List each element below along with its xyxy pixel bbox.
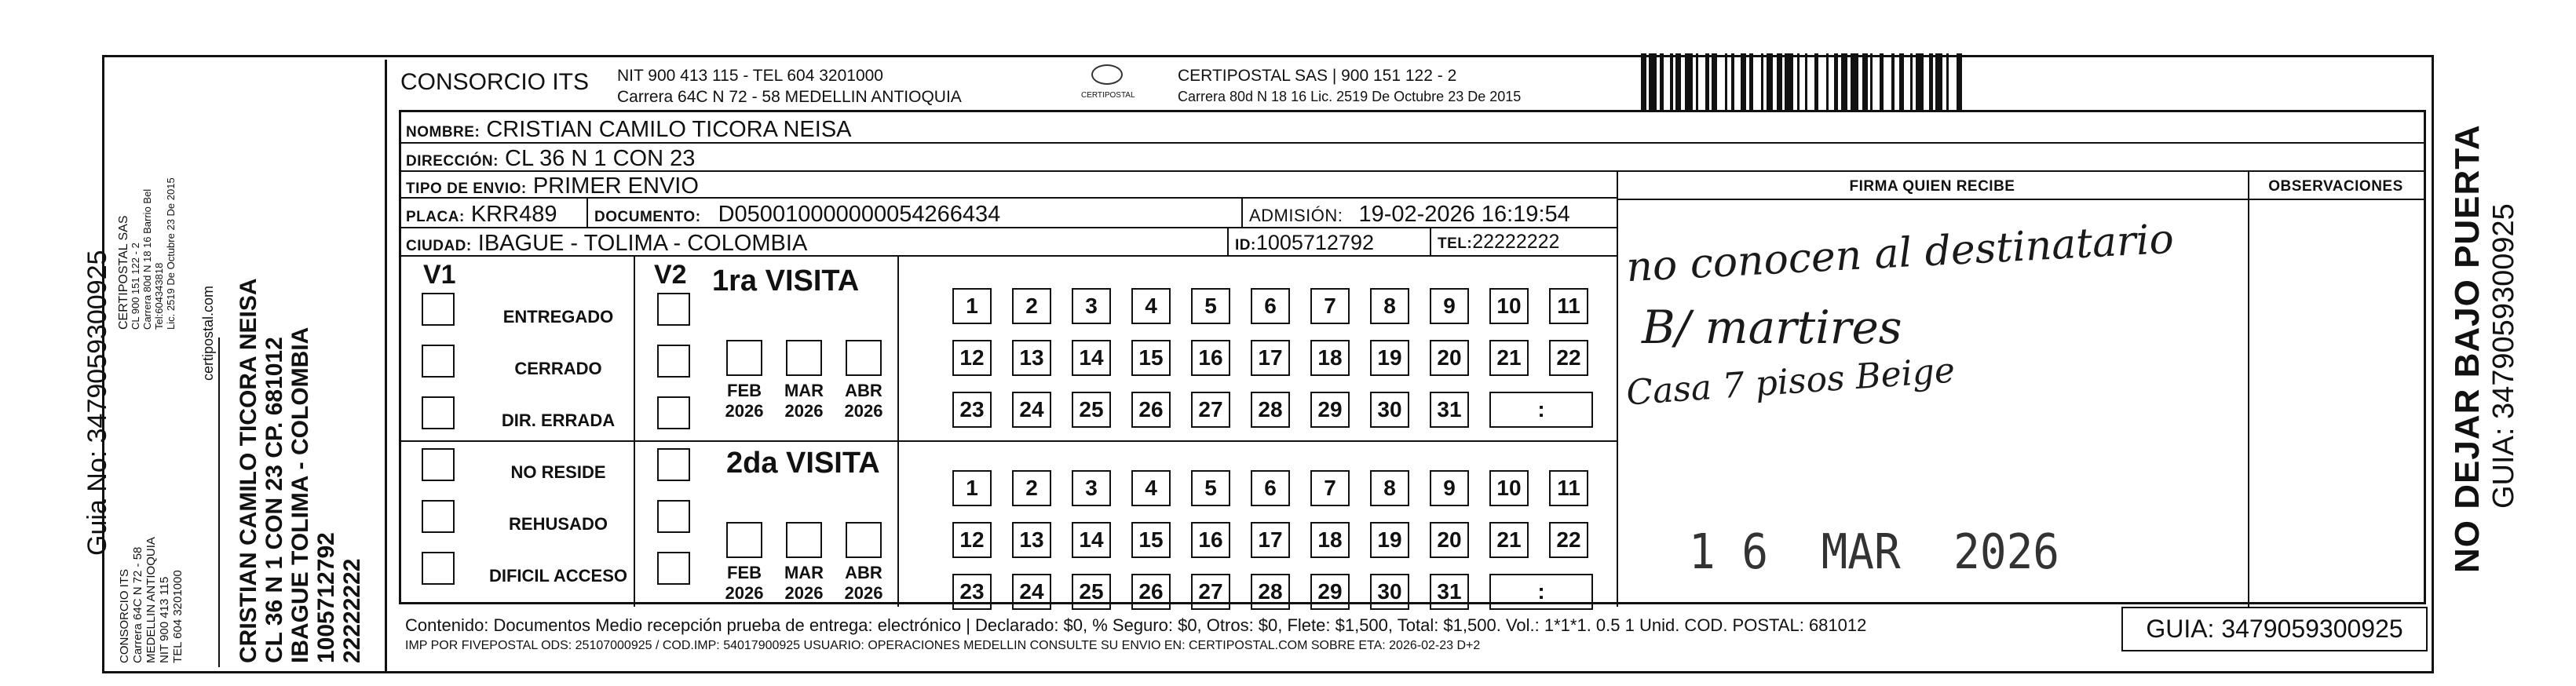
barcode-bar xyxy=(1675,53,1681,110)
v1-status-checkbox[interactable] xyxy=(422,500,455,533)
barcode-bar xyxy=(1753,53,1761,110)
firma-left-border xyxy=(1617,172,1618,607)
month-year: 2026 xyxy=(844,401,883,421)
barcode-bar xyxy=(1641,53,1646,110)
month-label xyxy=(776,381,831,421)
day-checkbox[interactable]: 31 xyxy=(1430,392,1469,428)
documento-label: DOCUMENTO: xyxy=(594,209,701,225)
month-name: ABR xyxy=(845,381,882,400)
barcode-bar xyxy=(1734,53,1741,110)
barcode-bar xyxy=(1649,53,1657,110)
admision-cell xyxy=(1241,199,1577,228)
day-checkbox[interactable]: 26 xyxy=(1131,574,1171,610)
barcode-bar xyxy=(1841,53,1848,110)
barcode-bar xyxy=(1916,53,1924,110)
barcode-bar xyxy=(1962,53,1964,110)
time-box[interactable]: : xyxy=(1489,574,1593,610)
no-dejar-bajo-puerta: NO DEJAR BAJO PUERTA xyxy=(2448,124,2486,573)
month-checkbox[interactable] xyxy=(786,340,822,376)
day-checkbox[interactable]: 25 xyxy=(1072,574,1111,610)
day-checkbox[interactable]: 20 xyxy=(1430,522,1469,558)
day-checkbox[interactable]: 7 xyxy=(1310,470,1350,506)
day-checkbox[interactable]: 21 xyxy=(1489,522,1529,558)
day-checkbox[interactable]: 21 xyxy=(1489,340,1529,376)
barcode-bar xyxy=(1935,53,1942,110)
v1-status-checkbox[interactable] xyxy=(422,293,455,326)
v2-label: V2 xyxy=(654,260,687,290)
row-nombre xyxy=(401,112,2424,144)
observaciones-label: OBSERVACIONES xyxy=(2268,178,2403,195)
carrier-info: CERTIPOSTAL SAS | 900 151 122 - 2 Carrera 80d N 18 16 Lic. 2519 De Octubre 23 De 2015 xyxy=(1178,67,1522,104)
ciudad-value: IBAGUE - TOLIMA - COLOMBIA xyxy=(477,231,808,256)
day-checkbox[interactable]: 17 xyxy=(1251,340,1290,376)
day-checkbox[interactable]: 1 xyxy=(952,470,992,506)
day-checkbox[interactable]: 12 xyxy=(952,522,992,558)
status-label: NO RESIDE xyxy=(510,462,606,482)
tel-label: TEL: xyxy=(1438,235,1473,252)
right-guia-number: GUIA: 3479059300925 xyxy=(2487,203,2520,509)
month-name: MAR xyxy=(784,563,824,582)
day-checkbox[interactable]: 7 xyxy=(1310,288,1350,324)
barcode-bar xyxy=(1767,53,1774,110)
barcode-bar xyxy=(1818,53,1826,110)
barcode-bar xyxy=(1807,53,1814,110)
first-visit-title: 1ra VISITA xyxy=(712,265,860,297)
nombre-label: NOMBRE: xyxy=(406,124,480,140)
day-checkbox[interactable]: 2 xyxy=(1012,288,1051,324)
month-checkbox[interactable] xyxy=(786,522,822,558)
barcode-bar xyxy=(1717,53,1725,110)
tipo-label: TIPO DE ENVIO: xyxy=(406,181,527,197)
day-checkbox[interactable]: 18 xyxy=(1310,522,1350,558)
status-label: REHUSADO xyxy=(509,514,608,534)
barcode-bar xyxy=(1829,53,1834,110)
day-checkbox[interactable]: 8 xyxy=(1370,288,1409,324)
day-checkbox[interactable]: 8 xyxy=(1370,470,1409,506)
logo-caption: CERTIPOSTAL xyxy=(1081,91,1135,100)
day-checkbox[interactable]: 3 xyxy=(1072,470,1111,506)
v2-status-checkbox[interactable] xyxy=(657,345,690,378)
day-checkbox[interactable]: 19 xyxy=(1370,340,1409,376)
v2-status-checkbox[interactable] xyxy=(657,293,690,326)
day-checkbox[interactable]: 10 xyxy=(1489,288,1529,324)
barcode-bar xyxy=(1785,53,1792,110)
month-divider xyxy=(897,257,899,607)
day-checkbox[interactable]: 2 xyxy=(1012,470,1051,506)
barcode-bar xyxy=(1741,53,1746,110)
day-checkbox[interactable]: 9 xyxy=(1430,288,1469,324)
v1-status-checkbox[interactable] xyxy=(422,448,455,481)
sender-company: CONSORCIO ITS xyxy=(400,69,590,95)
direccion-value: CL 36 N 1 CON 23 xyxy=(505,146,696,171)
guia-box: GUIA: 3479059300925 xyxy=(2121,607,2428,651)
barcode-bar xyxy=(1712,53,1717,110)
stub-divider xyxy=(218,338,220,667)
row-direccion xyxy=(401,144,2424,172)
handwritten-note-3: Casa 7 pisos Beige xyxy=(1624,350,1957,414)
v1-label: V1 xyxy=(423,260,456,290)
month-checkbox[interactable] xyxy=(846,340,882,376)
barcode-bar xyxy=(1924,53,1929,110)
barcode-bar xyxy=(1884,53,1891,110)
day-checkbox[interactable]: 28 xyxy=(1251,574,1290,610)
day-checkbox[interactable]: 29 xyxy=(1310,574,1350,610)
month-year: 2026 xyxy=(725,583,764,603)
status-label: ENTREGADO xyxy=(502,307,614,327)
day-checkbox[interactable]: 14 xyxy=(1072,522,1111,558)
id-cell xyxy=(1227,228,1380,257)
month-label xyxy=(836,563,891,604)
day-checkbox[interactable]: 30 xyxy=(1370,392,1409,428)
day-checkbox[interactable]: 23 xyxy=(952,574,992,610)
day-checkbox[interactable]: 4 xyxy=(1131,288,1171,324)
day-checkbox[interactable]: 13 xyxy=(1012,522,1051,558)
month-checkbox[interactable] xyxy=(726,522,762,558)
day-checkbox[interactable]: 26 xyxy=(1131,392,1171,428)
stub-carrier: CERTIPOSTAL SAS CL 900 151 122 - 2 Carrera 80d N 18 16 Barrio Bel Tel:604343818 Lic. 2519 De Octubre 23 De 2015 xyxy=(117,177,177,330)
day-checkbox[interactable]: 18 xyxy=(1310,340,1350,376)
firma-label: FIRMA QUIEN RECIBE xyxy=(1849,178,2015,195)
handwritten-note-1: no conocen al destinatario xyxy=(1624,215,2176,292)
stub-sender: CONSORCIO ITS Carrera 64C N 72 - 58 MEDELLIN ANTIOQUIA NIT 900 413 115 TEL 604 3201000 xyxy=(118,537,185,663)
firma-header-line xyxy=(1617,199,2424,200)
visit-divider xyxy=(401,440,1617,442)
barcode-bar xyxy=(1851,53,1858,110)
barcode-bar xyxy=(1777,53,1782,110)
certipostal-logo-icon xyxy=(1091,64,1123,85)
status-label: CERRADO xyxy=(514,359,602,378)
barcode-bar xyxy=(1949,53,1957,110)
month-name: MAR xyxy=(784,381,824,400)
barcode-bar xyxy=(1664,53,1671,110)
day-checkbox[interactable]: 1 xyxy=(952,288,992,324)
time-box[interactable]: : xyxy=(1489,392,1593,428)
v2-status-checkbox[interactable] xyxy=(657,552,690,585)
day-checkbox[interactable]: 22 xyxy=(1549,340,1588,376)
day-checkbox[interactable]: 10 xyxy=(1489,470,1529,506)
day-checkbox[interactable]: 6 xyxy=(1251,470,1290,506)
placa-label: PLACA: xyxy=(406,209,465,225)
month-year: 2026 xyxy=(784,583,824,603)
month-checkbox[interactable] xyxy=(846,522,882,558)
month-name: FEB xyxy=(727,563,762,582)
barcode-bar xyxy=(1895,53,1900,110)
day-checkbox[interactable]: 15 xyxy=(1131,522,1171,558)
status-label: DIR. ERRADA xyxy=(501,411,616,430)
month-label xyxy=(717,563,772,604)
barcode-bar xyxy=(1800,53,1805,110)
v1-status-checkbox[interactable] xyxy=(422,396,455,429)
day-checkbox[interactable]: 24 xyxy=(1012,574,1051,610)
day-checkbox[interactable]: 3 xyxy=(1072,288,1111,324)
admision-label: ADMISIÓN: xyxy=(1249,206,1343,225)
row-tipo xyxy=(401,172,1617,199)
day-checkbox[interactable]: 20 xyxy=(1430,340,1469,376)
handwritten-note-2: B/ martires xyxy=(1642,301,1902,354)
footer-imp: IMP POR FIVEPOSTAL ODS: 25107000925 / COD.IMP: 54017900925 USUARIO: OPERACIONES MEDELLIN CONSULTE SU ENVIO EN: CERTIPOSTAL.COM SOBRE ETA: 2026-02-23 D+2 xyxy=(405,639,1481,652)
day-checkbox[interactable]: 6 xyxy=(1251,288,1290,324)
day-checkbox[interactable]: 19 xyxy=(1370,522,1409,558)
month-name: ABR xyxy=(845,563,882,582)
barcode-bar xyxy=(1862,53,1868,110)
barcode-bar xyxy=(1957,53,1962,110)
stub-recipient: CRISTIAN CAMILO TICORA NEISA CL 36 N 1 CON 23 CP. 681012 IBAGUE TOLIMA - COLOMBIA 1005712792 22222222 xyxy=(236,278,365,663)
day-checkbox[interactable]: 13 xyxy=(1012,340,1051,376)
barcode-bar xyxy=(1685,53,1693,110)
stub-guia-number: Guia No: 3479059300925 xyxy=(82,250,112,556)
id-value: 1005712792 xyxy=(1255,231,1374,254)
tel-cell xyxy=(1430,228,1566,257)
second-visit-title: 2da VISITA xyxy=(726,447,880,480)
day-checkbox[interactable]: 9 xyxy=(1430,470,1469,506)
day-checkbox[interactable]: 11 xyxy=(1549,470,1588,506)
month-year: 2026 xyxy=(844,583,883,603)
day-checkbox[interactable]: 27 xyxy=(1191,574,1230,610)
barcode-bar xyxy=(1698,53,1705,110)
v2-status-checkbox[interactable] xyxy=(657,500,690,533)
day-checkbox[interactable]: 14 xyxy=(1072,340,1111,376)
barcode-bar xyxy=(1904,53,1911,110)
footer-contents: Contenido: Documentos Medio recepción prueba de entrega: electrónico | Declarado: $0, % Seguro: $0, Otros: $0, Flete: $1,500, Total: $1,500. Vol.: 1*1*1. 0.5 1 Unid. COD. POSTAL: 681012 xyxy=(405,615,1867,635)
placa-value: KRR489 xyxy=(470,202,557,227)
date-stamp: 1 6 MAR 2026 xyxy=(1689,524,2060,581)
day-checkbox[interactable]: 4 xyxy=(1131,470,1171,506)
day-checkbox[interactable]: 5 xyxy=(1191,470,1230,506)
v1-status-checkbox[interactable] xyxy=(422,552,455,585)
month-checkbox[interactable] xyxy=(726,340,762,376)
month-label xyxy=(836,381,891,421)
v2-status-checkbox[interactable] xyxy=(657,448,690,481)
day-checkbox[interactable]: 27 xyxy=(1191,392,1230,428)
month-year: 2026 xyxy=(784,401,824,421)
obs-left-border xyxy=(2248,172,2249,607)
admision-value: 19-02-2026 16:19:54 xyxy=(1358,202,1570,227)
v1-status-checkbox[interactable] xyxy=(422,345,455,378)
status-label: DIFICIL ACCESO xyxy=(488,566,627,586)
barcode-bar xyxy=(1873,53,1880,110)
nombre-value: CRISTIAN CAMILO TICORA NEISA xyxy=(486,117,852,142)
day-checkbox[interactable]: 15 xyxy=(1131,340,1171,376)
day-checkbox[interactable]: 25 xyxy=(1072,392,1111,428)
day-checkbox[interactable]: 30 xyxy=(1370,574,1409,610)
day-checkbox[interactable]: 29 xyxy=(1310,392,1350,428)
id-label: ID: xyxy=(1235,237,1256,254)
day-checkbox[interactable]: 22 xyxy=(1549,522,1588,558)
ciudad-label: CIUDAD: xyxy=(406,238,472,254)
day-checkbox[interactable]: 12 xyxy=(952,340,992,376)
direccion-label: DIRECCIÓN: xyxy=(406,153,499,170)
day-checkbox[interactable]: 16 xyxy=(1191,340,1230,376)
month-label xyxy=(776,563,831,604)
day-checkbox[interactable]: 23 xyxy=(952,392,992,428)
day-checkbox[interactable]: 31 xyxy=(1430,574,1469,610)
day-checkbox[interactable]: 11 xyxy=(1549,288,1588,324)
day-checkbox[interactable]: 5 xyxy=(1191,288,1230,324)
day-checkbox[interactable]: 28 xyxy=(1251,392,1290,428)
month-label xyxy=(717,381,772,421)
tel-value: 22222222 xyxy=(1472,231,1560,253)
month-name: FEB xyxy=(727,381,762,400)
barcode xyxy=(1641,53,2269,110)
day-checkbox[interactable]: 17 xyxy=(1251,522,1290,558)
day-checkbox[interactable]: 16 xyxy=(1191,522,1230,558)
documento-cell xyxy=(586,199,1007,228)
documento-value: D050010000000054266434 xyxy=(718,202,1001,227)
stub-certipostal-url: certipostal.com xyxy=(200,285,216,381)
main-form xyxy=(399,110,2426,604)
month-year: 2026 xyxy=(725,401,764,421)
tipo-value: PRIMER ENVIO xyxy=(532,173,699,199)
sender-info: NIT 900 413 115 - TEL 604 3201000 Carrera 64C N 72 - 58 MEDELLIN ANTIOQUIA xyxy=(617,67,962,106)
day-checkbox[interactable]: 24 xyxy=(1012,392,1051,428)
v2-status-checkbox[interactable] xyxy=(657,396,690,429)
